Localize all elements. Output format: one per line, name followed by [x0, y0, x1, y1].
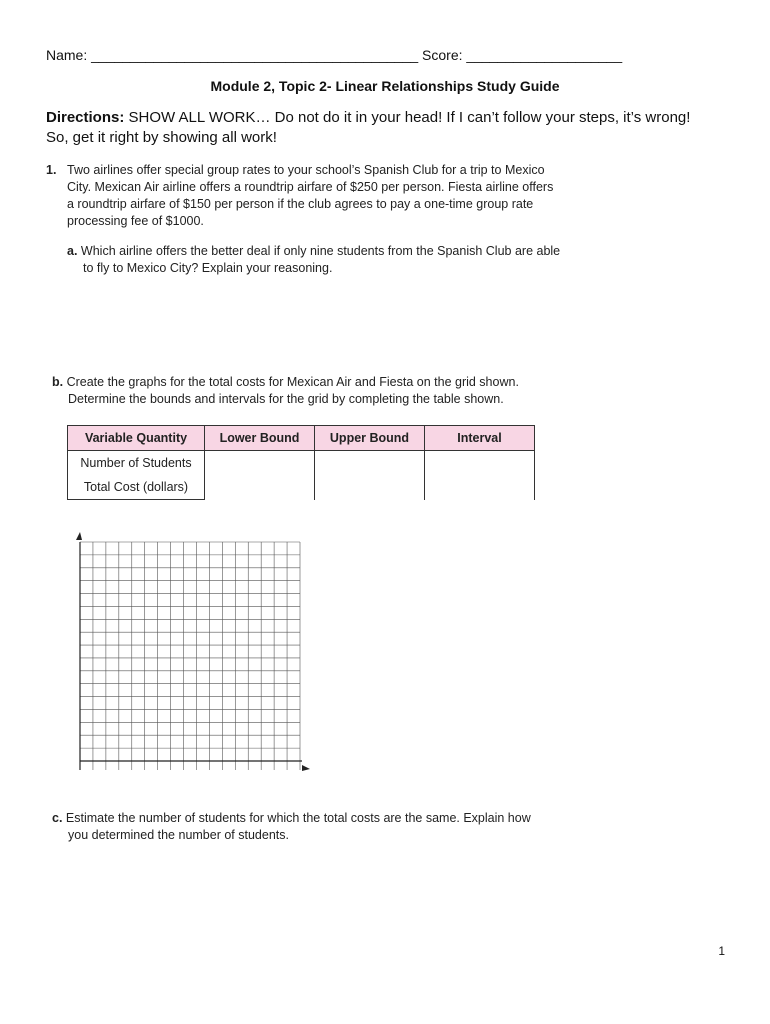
part-a-line: Which airline offers the better deal if only nine students from the Spanish Club are able — [80, 244, 561, 258]
bounds-table — [67, 425, 535, 500]
directions — [46, 108, 696, 148]
table-row — [68, 451, 535, 476]
name-field — [46, 47, 622, 63]
question-1-number: 1. — [46, 163, 57, 177]
score-label: Score: — [422, 47, 463, 63]
lower-bound-cell[interactable] — [205, 451, 315, 500]
q1-line: a roundtrip airfare of $150 per person if the club agrees to pay a one-time group rate — [67, 197, 534, 211]
part-b — [52, 374, 612, 408]
directions-text: SHOW ALL WORK… Do not do it in your head! If I can’t follow your steps, it’s wrong! So, get it right by showing all work! — [46, 109, 691, 146]
x-axis-arrow-icon — [302, 765, 310, 771]
score-blank[interactable]: ____________________ — [466, 47, 623, 63]
part-c — [52, 810, 612, 844]
part-c-line: Estimate the number of students for which the total costs are the same. Explain how — [65, 811, 531, 825]
name-label: Name: — [46, 47, 88, 63]
part-a-line: to fly to Mexico City? Explain your reasoning. — [83, 261, 333, 275]
q1-line: processing fee of $1000. — [67, 214, 204, 228]
q1-line: City. Mexican Air airline offers a roundtrip airfare of $250 per person. Fiesta airline offers — [67, 180, 554, 194]
row-label: Number of Students — [68, 451, 205, 476]
part-a — [67, 243, 627, 277]
part-c-label: c. — [52, 811, 63, 825]
y-axis-arrow-icon — [76, 532, 82, 540]
part-b-label: b. — [52, 375, 64, 389]
upper-bound-cell[interactable] — [315, 451, 425, 500]
page-title: Module 2, Topic 2- Linear Relationships Study Guide — [210, 78, 560, 94]
table-header-row — [68, 426, 535, 451]
table-header: Interval — [425, 426, 535, 451]
part-a-label: a. — [67, 244, 78, 258]
table-header: Lower Bound — [205, 426, 315, 451]
graph-grid[interactable] — [70, 528, 320, 778]
part-b-line: Create the graphs for the total costs for Mexican Air and Fiesta on the grid shown. — [66, 375, 519, 389]
page-number: 1 — [718, 944, 725, 958]
q1-line: Two airlines offer special group rates to your school’s Spanish Club for a trip to Mexico — [67, 163, 545, 177]
grid-lines — [80, 542, 300, 770]
row-label: Total Cost (dollars) — [68, 475, 205, 500]
part-c-line: you determined the number of students. — [68, 828, 289, 842]
interval-cell[interactable] — [425, 451, 535, 500]
directions-label: Directions: — [46, 109, 125, 126]
table-header: Upper Bound — [315, 426, 425, 451]
name-blank[interactable]: __________________________________________ — [91, 47, 419, 63]
question-1-text — [67, 162, 627, 230]
part-b-line: Determine the bounds and intervals for the grid by completing the table shown. — [68, 392, 504, 406]
table-header: Variable Quantity — [68, 426, 205, 451]
